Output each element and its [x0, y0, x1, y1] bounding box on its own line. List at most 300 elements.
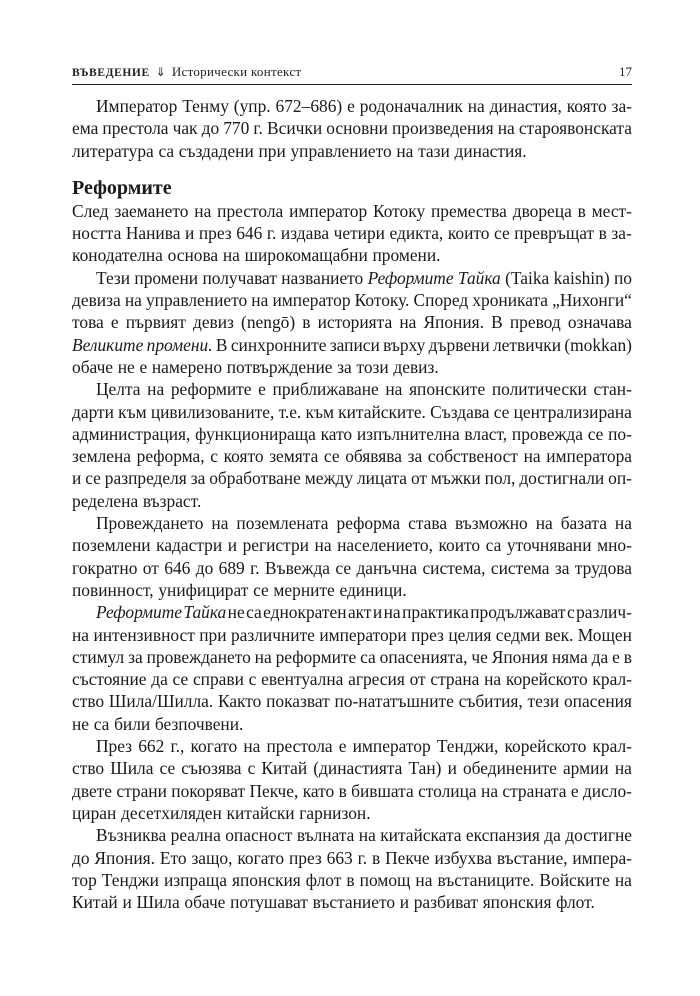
word: японския: [231, 869, 301, 890]
word: състояние: [72, 669, 147, 690]
word: Тенму: [182, 96, 229, 116]
word: за: [407, 446, 423, 467]
word: въстанието: [312, 892, 396, 913]
word: изпълнителна: [356, 423, 460, 444]
word: политически: [491, 379, 587, 400]
word: т.е.: [278, 401, 302, 422]
word: г.: [357, 847, 368, 868]
word: основни: [326, 118, 388, 139]
word: система: [490, 557, 550, 578]
word: първият: [125, 312, 186, 333]
word: на: [222, 245, 240, 266]
word: Реформите: [96, 602, 182, 623]
word: цивилизованите,: [150, 401, 275, 422]
word: на: [383, 602, 401, 623]
word: които: [447, 223, 490, 244]
word: През: [96, 736, 133, 757]
word: означава: [567, 312, 632, 333]
word: въстание,: [496, 847, 568, 868]
word: реформа,: [136, 446, 205, 467]
word: и: [227, 535, 238, 556]
word: от: [142, 557, 159, 578]
section-heading: Реформите: [72, 176, 172, 199]
word: Войските: [539, 869, 610, 890]
word: Тан): [408, 758, 442, 779]
word: престола: [266, 736, 333, 757]
word: на: [314, 535, 332, 556]
word: в: [623, 646, 632, 667]
word: за-: [611, 223, 632, 244]
word: и: [122, 892, 132, 913]
word: провежда: [511, 423, 583, 444]
word: стимул: [72, 646, 125, 667]
text-line: [72, 244, 632, 266]
word: Шила: [110, 758, 154, 779]
word: престола: [217, 200, 284, 221]
word: гократно: [72, 557, 138, 578]
word: След: [72, 200, 109, 221]
word: Япония: [491, 646, 548, 667]
word: е: [347, 96, 355, 116]
word: императора: [546, 446, 632, 467]
word: при: [199, 624, 227, 645]
word: Нанива: [125, 223, 181, 244]
word: потвърждение: [226, 356, 333, 377]
word: повинност,: [72, 579, 154, 600]
word: на: [211, 513, 229, 534]
text-line: [72, 824, 632, 846]
part-title: ВЪВЕДЕНИЕ: [72, 67, 150, 79]
word: премества: [430, 200, 507, 221]
word: върху: [383, 334, 426, 355]
text-line: [72, 713, 632, 735]
text-line: [72, 423, 632, 445]
word: опасенията,: [379, 646, 468, 667]
word: достигне: [565, 825, 632, 846]
text-line: [72, 289, 632, 311]
word: поземлената: [236, 513, 329, 534]
word: намерено: [151, 356, 223, 377]
word: Котоку.: [354, 290, 410, 311]
word: се: [587, 423, 604, 444]
word: с: [247, 758, 256, 779]
word: стан-: [593, 379, 632, 400]
word: Ето: [159, 847, 187, 868]
word: на: [497, 118, 515, 139]
word: разпределя: [104, 468, 187, 489]
text-line: [72, 445, 632, 467]
word: интензивност: [93, 624, 195, 645]
word: Както: [217, 691, 262, 712]
word: по: [613, 267, 632, 288]
word: Пекче,: [249, 780, 299, 801]
word: на: [415, 869, 433, 890]
word: този: [356, 356, 389, 377]
word: литература: [72, 140, 154, 161]
word: дарти: [72, 401, 114, 422]
word: заемането: [114, 200, 189, 221]
word: се: [335, 557, 352, 578]
word: възраст.: [142, 490, 202, 511]
section-title: Исторически контекст: [171, 64, 302, 79]
word: унифицират: [158, 579, 249, 600]
word: девиза: [72, 290, 121, 311]
word: двореца: [512, 200, 572, 221]
paragraph: [72, 735, 632, 824]
word: за: [337, 356, 352, 377]
word: Шила/Шилла.: [108, 691, 214, 712]
word: не: [72, 713, 90, 734]
paragraphs: [72, 200, 632, 914]
word: (Taika: [505, 267, 550, 288]
word: се: [85, 468, 101, 489]
word: данъчна: [356, 557, 418, 578]
word: издава: [280, 223, 330, 244]
word: японските: [409, 379, 486, 400]
word: практика: [402, 602, 469, 623]
word: Тайка: [457, 267, 501, 288]
paragraph: [72, 824, 632, 913]
word: седми: [495, 624, 541, 645]
down-arrow-icon: ⇓: [155, 65, 166, 79]
word: през: [198, 223, 232, 244]
word: от: [409, 669, 426, 690]
paragraph: [72, 378, 632, 512]
word: за-: [611, 96, 632, 116]
word: и: [184, 223, 195, 244]
word: се: [323, 446, 340, 467]
word: страна: [430, 669, 480, 690]
text-line: [72, 579, 632, 601]
word: администрация,: [72, 423, 191, 444]
word: названието: [281, 267, 364, 288]
word: в: [338, 780, 347, 801]
word: на: [614, 758, 632, 779]
word: В: [215, 334, 228, 355]
word: еднократен: [263, 602, 347, 623]
word: Шила: [136, 892, 180, 913]
word: Мощен: [577, 624, 632, 645]
word: са: [93, 713, 110, 734]
word: и: [447, 758, 457, 779]
word: въстаниците.: [437, 869, 535, 890]
word: е: [110, 312, 119, 333]
word: през: [288, 847, 322, 868]
word: китайски: [226, 802, 295, 823]
page-number: 17: [619, 64, 632, 79]
word: единици.: [339, 579, 407, 600]
word: четири: [333, 223, 385, 244]
text-line: [72, 624, 632, 646]
text-line: [72, 334, 632, 356]
word: Тайка: [183, 602, 227, 623]
word: да: [151, 669, 168, 690]
word: на: [467, 96, 485, 116]
word: агресия: [348, 669, 405, 690]
text-line: [72, 690, 632, 712]
word: китайските.: [338, 401, 426, 422]
word: система,: [422, 557, 486, 578]
word: 770: [223, 118, 250, 139]
word: като: [302, 780, 335, 801]
word: Провеждането: [96, 513, 204, 534]
word: хрониката: [472, 290, 548, 311]
word: е: [612, 646, 620, 667]
word: престола: [102, 118, 169, 139]
word: обявява: [345, 446, 402, 467]
word: Тенджи,: [436, 736, 499, 757]
word: дървени: [428, 334, 490, 355]
text-line: [72, 780, 632, 802]
word: реформа: [336, 513, 401, 534]
word: историята: [317, 312, 393, 333]
word: земята: [269, 446, 319, 467]
word: изпраща: [163, 869, 227, 890]
word: десетхиляден: [121, 802, 222, 823]
word: избухва: [434, 847, 492, 868]
word: на: [194, 200, 212, 221]
word: промени.: [372, 245, 441, 266]
word: ство: [72, 691, 105, 712]
word: Великите: [72, 334, 144, 355]
word: промени.: [146, 334, 213, 355]
word: девиз.: [393, 356, 439, 377]
word: с: [248, 669, 257, 690]
word: в: [577, 200, 586, 221]
text-line: [72, 512, 632, 534]
word: които: [438, 535, 481, 556]
word: са: [360, 646, 376, 667]
word: двете: [72, 780, 112, 801]
word: девиз: [192, 312, 234, 333]
word: землена: [72, 446, 132, 467]
body-text: [72, 95, 632, 913]
word: вълната: [296, 825, 355, 846]
text-line: [72, 267, 632, 289]
text-line: [72, 534, 632, 556]
word: към: [305, 401, 334, 422]
word: е: [338, 736, 347, 757]
word: централизирана: [513, 401, 632, 422]
word: превод: [509, 312, 561, 333]
word: Пекче: [385, 847, 430, 868]
word: ределена: [72, 490, 139, 511]
word: защо,: [191, 847, 233, 868]
word: на: [243, 736, 261, 757]
word: крал-: [592, 736, 632, 757]
word: реална: [170, 825, 221, 846]
word: тези: [527, 691, 560, 712]
word: родоначалник: [359, 96, 463, 116]
word: летвички: [492, 334, 562, 355]
word: регистри: [242, 535, 309, 556]
word: към: [118, 401, 147, 422]
paragraph: [72, 200, 632, 267]
word: евентуална: [261, 669, 344, 690]
word: в: [598, 223, 607, 244]
word: кадастри: [156, 535, 223, 556]
word: Япония.: [94, 847, 155, 868]
word: император: [272, 290, 351, 311]
word: са: [485, 535, 502, 556]
word: това: [72, 312, 104, 333]
text-line: [72, 557, 632, 579]
word: основа: [167, 245, 219, 266]
word: когато: [190, 736, 238, 757]
word: императори: [319, 624, 407, 645]
word: справи: [192, 669, 244, 690]
word: събития,: [458, 691, 523, 712]
word: император: [352, 736, 431, 757]
word: бившата: [351, 780, 414, 801]
word: достигнали: [519, 468, 605, 489]
word: 663: [326, 847, 353, 868]
word: Китай: [261, 758, 308, 779]
word: на: [124, 290, 142, 311]
word: мъжки: [430, 468, 481, 489]
word: за: [190, 468, 206, 489]
word: староявонската: [518, 118, 632, 139]
word: в: [302, 312, 311, 333]
word: Япония.: [423, 312, 485, 333]
word: записи: [329, 334, 380, 355]
word: създадени: [178, 140, 254, 161]
word: и: [399, 892, 410, 913]
word: Въвежда: [265, 557, 331, 578]
text-line: [72, 311, 632, 333]
word: са: [158, 140, 175, 161]
word: синхронните: [230, 334, 327, 355]
text-line: [72, 646, 632, 668]
text-line: [72, 378, 632, 400]
text-line: [72, 356, 632, 378]
word: е: [139, 356, 148, 377]
word: конодателна: [72, 245, 163, 266]
word: обработване: [209, 468, 301, 489]
word: произведения: [391, 118, 494, 139]
word: на: [358, 825, 376, 846]
word: различ-: [576, 602, 632, 623]
word: се: [159, 758, 176, 779]
word: армии: [562, 758, 609, 779]
word: 662: [138, 736, 165, 757]
word: Котоку: [372, 200, 426, 221]
word: на: [614, 869, 632, 890]
word: династия.: [454, 140, 527, 161]
word: при: [258, 140, 286, 161]
word: ността: [72, 223, 122, 244]
text-line: [72, 490, 632, 512]
word: са: [246, 602, 262, 623]
word: не: [227, 602, 245, 623]
word: съюзява: [181, 758, 242, 779]
word: (династията: [313, 758, 403, 779]
word: която: [566, 96, 607, 116]
word: тор: [72, 869, 97, 890]
word: китайската: [380, 825, 462, 846]
word: на: [484, 669, 502, 690]
word: век.: [544, 624, 574, 645]
word: обединените: [462, 758, 557, 779]
word: базата: [560, 513, 607, 534]
word: Тенджи: [101, 869, 159, 890]
paragraph: [72, 267, 632, 378]
word: власт,: [464, 423, 508, 444]
word: продължават: [470, 602, 566, 623]
word: разбиват: [413, 892, 478, 913]
word: (упр.: [233, 96, 271, 116]
word: приближаване: [272, 379, 379, 400]
word: на: [251, 290, 269, 311]
word: Император: [96, 96, 178, 116]
word: различните: [230, 624, 315, 645]
word: между: [304, 468, 354, 489]
word: оп-: [608, 468, 632, 489]
word: Китай: [72, 892, 118, 913]
word: обаче: [184, 892, 226, 913]
word: столица: [418, 780, 477, 801]
word: 646: [164, 557, 191, 578]
word: опасения: [563, 691, 632, 712]
text-line: [72, 668, 632, 690]
word: до: [195, 557, 214, 578]
word: Реформите: [367, 267, 454, 288]
word: да: [544, 825, 561, 846]
word: Възниква: [96, 825, 167, 846]
word: династия,: [489, 96, 562, 116]
text-line: [72, 95, 632, 117]
word: японския: [482, 892, 552, 913]
word: акт: [347, 602, 372, 623]
text-line: [72, 140, 632, 162]
word: е: [570, 780, 579, 801]
word: в: [346, 869, 355, 890]
word: импера-: [572, 847, 632, 868]
word: тази: [418, 140, 450, 161]
text-line: [72, 757, 632, 779]
word: широкомащабни: [244, 245, 368, 266]
word: г.: [253, 118, 263, 139]
word: с: [210, 446, 218, 467]
word: функционираща: [195, 423, 316, 444]
word: на: [614, 513, 632, 534]
text-line: [72, 200, 632, 222]
word: на: [396, 140, 414, 161]
word: на: [385, 379, 403, 400]
word: 689: [218, 557, 245, 578]
word: kaishin): [553, 267, 610, 288]
paragraph: [72, 601, 632, 735]
text-line: [72, 735, 632, 757]
word: през: [411, 624, 444, 645]
word: мно-: [597, 535, 632, 556]
word: мест-: [591, 200, 632, 221]
word: на: [72, 624, 90, 645]
word: до: [201, 118, 220, 139]
word: и: [72, 468, 82, 489]
word: пол,: [484, 468, 516, 489]
word: флот: [305, 869, 342, 890]
paragraph: [72, 512, 632, 601]
word: когато: [237, 847, 285, 868]
word: мерните: [273, 579, 335, 600]
running-head-left: [72, 64, 301, 80]
text-line: [72, 802, 632, 824]
word: в: [372, 847, 381, 868]
word: и: [372, 602, 383, 623]
word: 646: [236, 223, 263, 244]
word: корейското: [504, 736, 587, 757]
